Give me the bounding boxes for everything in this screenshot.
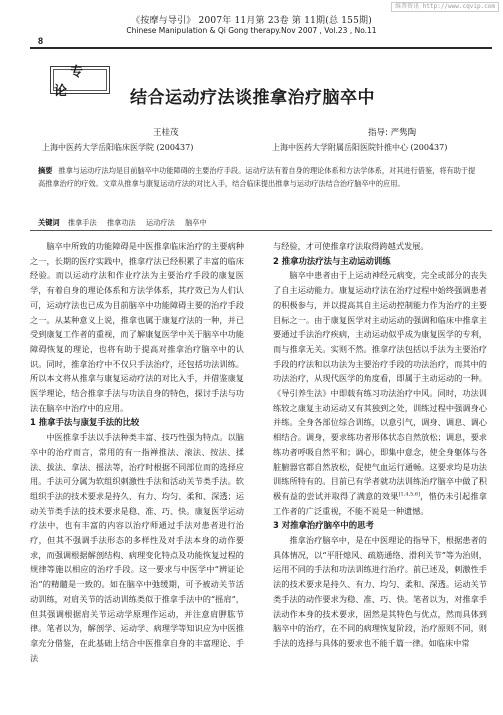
advisor-affiliation: 上海中医药大学附属岳阳医院针推中心 (200437) — [272, 143, 448, 152]
keyword: 运动疗法 — [146, 218, 175, 227]
body-paragraph: 中医推拿手法以手法种类丰富、技巧性强为特点。以脑卒中的治疗而言，常用的有一指禅推法、滚法、按法、揉法、拔法、拿法、摇法等，治疗时根据不同部位而的选择应用。手法可分属为软组织刺激性手法和活动关节类手法。软组织手法的技术要求是持久、有力、均匀、柔和、深透；运动关节类手法的技术要求是稳、准、巧、快。康复医学运动疗法中，也有丰富的内容以治疗师通过手法对患者进行治疗，但其不强调手法形态的多样性及对手法本身的动作要求，而强调根据解剖结构、病理变化特点及功能恢复过程的规律等施以相应的治疗手段。这一要求与中医学中“辨证论治”的精髓是一致的。如在脑卒中弛缓期，可予被动关节活动训练，对肩关节的活动训练类似于推拿手法中的“摇肩”，但其强调根据肩关节运动学原理作运动，并注意肩胛肱节律。笔者以为，解剖学、运动学、病理学等知识应为中医推拿充分借鉴，在此基础上结合中医推拿自身的丰富理论、手法 — [30, 432, 244, 663]
section-heading: 3 对推拿治疗脑卒中的思考 — [273, 520, 374, 531]
page-number: 8 — [38, 36, 44, 46]
keyword: 推拿手法 — [67, 218, 97, 227]
abstract — [38, 165, 478, 190]
watermark: 维普资讯 http://www.cqvip.com — [391, 2, 499, 12]
column-label-box — [50, 65, 110, 99]
body-column-right — [273, 239, 487, 651]
keywords-label: 关键词 — [38, 218, 60, 227]
author-name: 王桂茂 — [153, 128, 179, 138]
advisor-name: 指导: 严隽陶 — [368, 128, 417, 138]
abstract-text: 推拿与运动疗法均是目前脑卒中功能障碍的主要治疗手段。运动疗法有着自身的理论体系和方法学体系，对其进行借鉴，将有助于提高推拿治疗的疗效。文章从推拿与康复运动疗法的对比入手，结合临床提出推拿与运动疗法结合治疗脑卒中的应用。 — [38, 166, 476, 188]
body-paragraph: 与经验，才可使推拿疗法取得跨越式发展。 — [273, 241, 429, 251]
body-paragraph: 脑卒中所致的功能障碍是中医推拿临床治疗的主要病种之一，长期的医疗实践中，推拿疗法已经积累了丰富的临床经验。而以运动疗法和作业疗法为主要治疗手段的康复医学，有着自身的理论体系和方法学体系，其疗效已为人们认可，运动疗法也已成为目前脑卒中功能障碍主要的治疗手段之一。从某种意义上说，推拿也属于康复疗法的一种，并已受到康复工作者的重视，而了解康复医学中关于脑卒中功能障碍恢复的理论，也将有助于提高对推拿治疗脑卒中的认识。同时，推拿治疗中不仅只手法治疗，还包括功法训练。所以本文将从推拿与康复运动疗法的对比入手，并借鉴康复医学理论，结合推拿手法与功法自身的特色，探讨手法与功法在脑卒中治疗中的应用。 — [30, 241, 244, 413]
column-label: 专论 — [53, 69, 107, 91]
keyword: 推拿功法 — [106, 218, 136, 227]
abstract-label: 摘要 — [38, 166, 53, 175]
keyword: 脑卒中 — [185, 218, 207, 227]
header-rule — [30, 47, 492, 49]
body-text: ，惜仍未引起推拿工作者的广泛重视，不能不说是一种遗憾。 — [273, 490, 487, 516]
article-title: 结合运动疗法谈推拿治疗脑卒中 — [130, 88, 375, 108]
journal-header: 《按摩与导引》 2007年 11月第 23卷 第 11期(总 155期) — [131, 16, 372, 26]
section-heading: 2 推拿功法疗法与主动运动训练 — [273, 255, 391, 266]
citation-ref[interactable]: [1,4,5,6] — [398, 491, 420, 498]
body-paragraph — [273, 268, 487, 518]
body-paragraph: 推拿治疗脑卒中，是在中医理论的指导下，根据患者的具体情况，以“平肝熄风、疏筋通络、滑利关节”等为治则，运用不同的手法和功法训练进行治疗。前已述及，刺激性手法的技术要求是持久、有力、均匀、柔和、深透。运动关节类手法的动作要求为稳、准、巧、快。笔者以为，对推拿手法动作本身的技术要求，固然是其特色与优点，然而具体到脑卒中的治疗，在不同的病理恢复阶段，治疗原则不同，则手法的选择与具体的要求也不能千篇一律。如临床中常 — [273, 535, 487, 648]
section-heading: 1 推拿手法与康复手法的比较 — [30, 417, 140, 428]
body-column-left — [30, 239, 244, 665]
author-affiliation: 上海中医药大学岳阳临床医学院 (200437) — [42, 143, 194, 152]
abstract-rule — [30, 230, 492, 231]
body-text: 脑卒中患者由于上运动神经元病变，完全或部分的丧失了自主运动能力。康复运动疗法在治疗过程中始终强调患者的积极参与，并以提高其自主运动控制能力作为治疗的主要目标之一。由于康复医学对主动运动的强调和临床中推拿主要通过手法治疗疾病，主动运动似乎成为康复医学的专利，而与推拿无关。实则不然。推拿疗法包括以手法为主要治疗手段的疗法和以功法为主要治疗手段的功法治疗，而其中的功法治疗，从现代医学的角度看，即属于主动运动的一种。《导引养生法》中即载有练习功法治疗中风。同时，功法训练较之康复主动运动又有其独到之处，训练过程中强调身心并练。全身各部位综合训练，以意引气，调身、调息、调心相结合。调身，要求练功者形体状态自然放松；调息，要求练功者呼吸自然平和；调心，即集中意念，使全身躯体与各脏腑器官都自然放松，促使气血运行通畅。这要求均是功法训练所特有的。目前已有学者就功法训练治疗脑卒中做了积极有益的尝试并取得了满意的效果 — [273, 270, 487, 501]
keywords — [38, 218, 478, 228]
journal-header-english: Chinese Manipulation & Qi Gong therapy.Nov 2007 , Vol.23 , No.11 — [126, 26, 377, 35]
author-block — [30, 126, 492, 156]
